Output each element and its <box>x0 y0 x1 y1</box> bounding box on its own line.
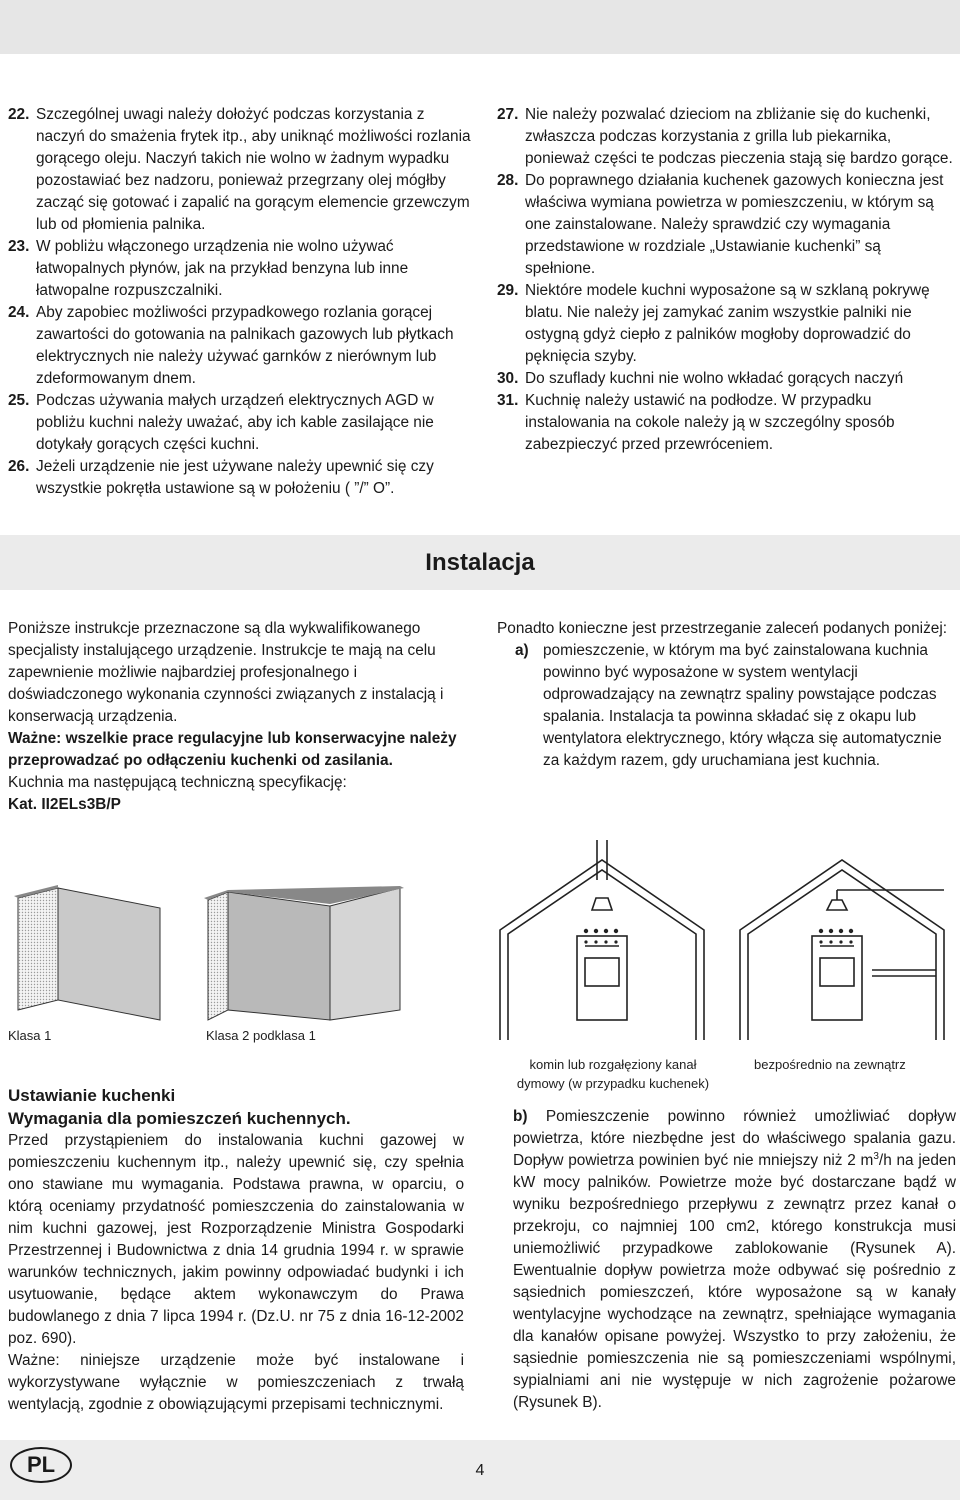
caption-bezposrednio: bezpośrednio na zewnątrz <box>754 1057 906 1072</box>
list-item <box>8 390 476 456</box>
item-text: Do poprawnego działania kuchenek gazowych konieczna jest właściwa wymiana powietrza w pomieszczeniu, w którym są one zainstalowane. Należy sprawdzić czy wymagania przedstawione w rozdziale „Ustawianie kuchenki” są spełnione. <box>525 172 944 277</box>
install-intro-right <box>497 618 955 772</box>
item-number: 23. <box>8 238 30 255</box>
item-text: W pobliżu włączonego urządzenia nie wolno używać łatwopalnych płynów, jak na przykład benzyna lub inne łatwopalne rozpuszczalniki. <box>36 238 409 299</box>
list-item <box>497 170 955 280</box>
list-item <box>497 280 955 368</box>
item-number: 26. <box>8 458 30 475</box>
item-text: Szczególnej uwagi należy dołożyć podczas korzystania z naczyń do smażenia frytek itp., aby uniknąć możliwości rozlania gorącego oleju. Naczyń takich nie wolno w żadnym wypadku pozostawiać bez nadzoru, ponieważ przegrzany olej mógłby zacząć się gotować i zapalić na gorącym elemencie grzewczym lub od płomienia palnika. <box>36 106 471 233</box>
item-number: 22. <box>8 106 30 123</box>
item-text: pomieszczenie, w którym ma być zainstalowana kuchnia powinno być wyposażone w system wentylacji odprowadzający na zewnątrz spaliny powstające podczas spalania. Instalacja ta powinna składać się z okapu lub wentylatora elektrycznego, który włącza się automatycznie za każdym razem, gdy uruchamiana jest kuchnia. <box>543 642 942 769</box>
corner-wall-left <box>58 888 160 1020</box>
list-item <box>8 456 476 500</box>
item-number: 30. <box>497 370 519 387</box>
section-heading: Ustawianie kuchenki <box>8 1086 176 1105</box>
section-title: Instalacja <box>425 549 535 576</box>
item-number: 31. <box>497 392 519 409</box>
item-label: a) <box>515 642 529 659</box>
superscript: 3 <box>873 1150 879 1162</box>
list-item <box>497 368 955 390</box>
item-number: 24. <box>8 304 30 321</box>
install-spec-intro: Kuchnia ma następującą techniczną specyfikację: <box>8 774 347 791</box>
item-label: b) <box>513 1108 528 1125</box>
placement-section <box>8 1084 464 1416</box>
item-text: Pomieszczenie powinno również umożliwiać dopływ powietrza, które niezbędne jest do właściwego spalania gazu. Dopływ powietrza powinien być nie mniejszy niż 2 m <box>513 1108 956 1169</box>
corner-wall-back <box>18 888 58 1010</box>
item-number: 29. <box>497 282 519 299</box>
item-text: Podczas używania małych urządzeń elektrycznych AGD w pobliżu kuchni należy uważać, aby ich kable zasilające nie dotykały gorących części kuchni. <box>36 392 434 453</box>
item-number: 27. <box>497 106 519 123</box>
list-item <box>8 236 476 302</box>
room-class-illustration <box>0 860 470 1030</box>
item-text: Nie należy pozwalać dzieciom na zbliżanie się do kuchenki, zwłaszcza podczas korzystania z grilla lub piekarnika, ponieważ części te podczas pieczenia stają się bardzo gorące. <box>525 106 953 167</box>
install-warning: Ważne: wszelkie prace regulacyjne lub konserwacyjne należy przeprowadzać po odłączeniu kuchenki od zasilania. <box>8 730 457 769</box>
niche-wall-right <box>330 888 400 1020</box>
item-number: 25. <box>8 392 30 409</box>
page-number: 4 <box>475 1462 485 1479</box>
caption-klasa2: Klasa 2 podklasa 1 <box>206 1028 316 1043</box>
list-item <box>8 104 476 236</box>
list-item <box>8 302 476 390</box>
placement-paragraph: Przed przystąpieniem do instalowania kuchni gazowej w pomieszczeniu kuchennym itp., należy upewnić się, czy spełnia ono stawiane mu wymagania. Podstawa prawna, w oparciu, o którą oceniamy przydatność pomieszczenia do zainstalowania w nim kuchni gazowej, jest Rozporządzenie Ministra Gospodarki Przestrzennej i Budownictwa z dnia 14 grudnia 1994 r. w sprawie warunków technicznych, jakim powinny odpowiadać budynki i ich usytuowanie, będące aktem wykonawczym do Prawa budowlanego z dnia 7 lipca 1994 r. (Dz.U. nr 75 z dnia 16-12-2002 poz. 690). <box>8 1132 464 1347</box>
niche-back <box>228 892 330 1020</box>
item-text: Jeżeli urządzenie nie jest używane należy upewnić się czy wszystkie pokrętła ustawione są w położeniu ( ”/” O”. <box>36 458 434 497</box>
item-text: Aby zapobiec możliwości przypadkowego rozlania gorącej zawartości do gotowania na palnikach gazowych lub płytkach elektrycznych nie należy używać garnków z nierównym lub zdeformowanym dnem. <box>36 304 454 387</box>
house-chimney <box>500 840 704 1040</box>
list-item <box>497 104 955 170</box>
niche-wall-left <box>208 892 228 1020</box>
item-text-cont: /h na jeden kW mocy palników. Powietrze może być dostarczane bądź w wyniku bezpośredniego przepływu z zewnątrz przez kanał o przekroju, co najmniej 100 cm2, którego konstrukcja musi uniemożliwić przypadkowe zablokowanie (Rysunek A). Ewentualnie dopływ powietrza może odbywać się pośrednio z sąsiednich pomieszczeń, które wyposażone są w kanały wentylacyjne wychodzące na zewnątrz, spełniające wymagania dla kanałów opisane powyżej. Wszystko to przy założeniu, że sąsiednie pomieszczenia nie są pomieszczeniami wspólnymi, sypialniami ani nie występuje w nich zagrożenie pożarowe (Rysunek B). <box>513 1152 956 1411</box>
requirement-b <box>513 1106 956 1414</box>
install-paragraph: Poniższe instrukcje przeznaczone są dla wykwalifikowanego specjalisty instalującego urządzenie. Instrukcje te mają na celu zapewnienie możliwie najbardziej profesjonalnego i doświadczonego wykonania czynności związanych z instalacją i konserwacją urządzenia. <box>8 620 444 725</box>
item-text: Do szuflady kuchni nie wolno wkładać gorących naczyń <box>525 370 904 387</box>
caption-klasa1: Klasa 1 <box>8 1028 52 1043</box>
install-intro-left <box>8 618 466 816</box>
placement-note: Ważne: niniejsze urządzenie może być instalowane i wykorzystywane wyłącznie w pomieszczeniach z trwałą wentylacją, zgodnie z obowiązującymi przepisami technicznymi. <box>8 1352 464 1413</box>
section-subheading: Wymagania dla pomieszczeń kuchennych. <box>8 1109 351 1128</box>
house-direct-vent <box>740 860 944 1040</box>
list-item <box>497 390 955 456</box>
install-requirements-intro: Ponadto konieczne jest przestrzeganie zaleceń podanych poniżej: <box>497 620 948 637</box>
requirement-b-block <box>513 1106 956 1414</box>
ventilation-illustration <box>492 840 960 1050</box>
language-badge: PL <box>10 1447 72 1483</box>
safety-list-right <box>497 104 955 456</box>
item-number: 28. <box>497 172 519 189</box>
install-category: Kat. II2ELs3B/P <box>8 796 121 813</box>
caption-komin: komin lub rozgałęziony kanał dymowy (w przypadku kuchenek) <box>516 1057 710 1091</box>
top-gray-bar <box>0 0 960 54</box>
item-text: Kuchnię należy ustawić na podłodze. W przypadku instalowania na cokole należy ją w szczególny sposób zabezpieczyć przed przewróceniem. <box>525 392 895 453</box>
requirement-a <box>497 640 955 772</box>
item-text: Niektóre modele kuchni wyposażone są w szklaną pokrywę blatu. Nie należy jej zamykać zanim wszystkie palniki nie ostygną gdyż ciepło z palników mogłoby doprowadzić do pęknięcia szyby. <box>525 282 930 365</box>
safety-list-left <box>8 104 476 500</box>
